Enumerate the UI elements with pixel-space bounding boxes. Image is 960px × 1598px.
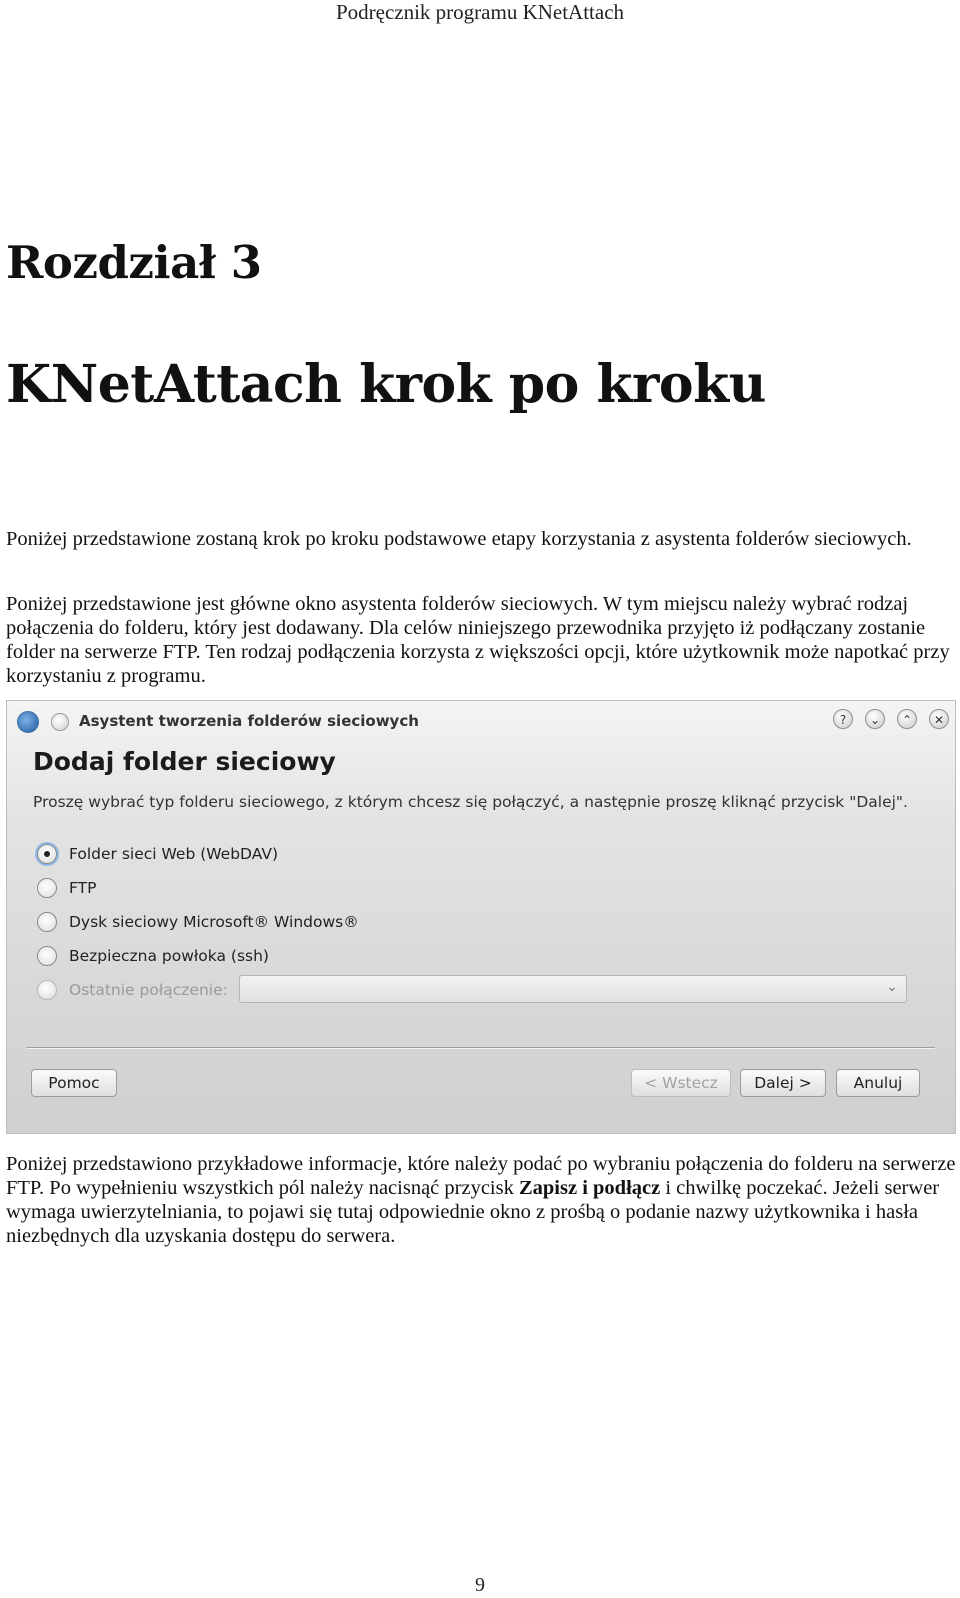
next-button[interactable]: Dalej > <box>740 1069 826 1097</box>
maximize-icon[interactable]: ⌃ <box>897 709 917 729</box>
intro-paragraph-1: Poniżej przedstawione zostaną krok po kroku podstawowe etapy korzystania z asystenta folderów sieciowych. <box>6 528 912 550</box>
option-ftp-label: FTP <box>69 879 97 897</box>
after-paragraph-text-1: Poniżej przedstawiono przykładowe informacje, które należy podać po wybraniu połączenia do folderu na serwerze FTP. Po wypełnieniu wszystkich pól należy nacisnąć przycisk <box>6 1153 956 1199</box>
option-webdav-label: Folder sieci Web (WebDAV) <box>69 845 278 863</box>
cancel-button[interactable]: Anuluj <box>836 1069 920 1097</box>
option-windows-share-label: Dysk sieciowy Microsoft® Windows® <box>69 913 359 931</box>
after-paragraph <box>6 1152 956 1248</box>
recent-connection-select[interactable] <box>239 975 907 1003</box>
radio-webdav[interactable] <box>37 844 57 864</box>
radio-ssh[interactable] <box>37 946 57 966</box>
minimize-icon[interactable]: ⌄ <box>865 709 885 729</box>
pin-icon[interactable] <box>51 713 69 731</box>
dialog-heading: Dodaj folder sieciowy <box>33 747 336 776</box>
radio-recent-connection[interactable] <box>37 980 57 1000</box>
chevron-down-icon: ⌄ <box>886 979 898 995</box>
help-icon[interactable]: ? <box>833 709 853 729</box>
close-icon[interactable]: ✕ <box>929 709 949 729</box>
save-connect-button-name: Zapisz i podłącz <box>518 1177 661 1199</box>
chapter-title: KNetAttach krok po kroku <box>6 354 766 415</box>
window-titlebar[interactable] <box>7 701 955 741</box>
dialog-subtitle: Proszę wybrać typ folderu sieciowego, z którym chcesz się połączyć, a następnie proszę kliknąć przycisk "Dalej". <box>33 793 908 811</box>
window-title: Asystent tworzenia folderów sieciowych <box>79 712 419 730</box>
help-button[interactable]: Pomoc <box>31 1069 117 1097</box>
after-paragraph-text-2: i chwilkę poczekać. Jeżeli serwer wymaga uwierzytelniania, to pojawi się tutaj odpowiednie okno z prośbą o podanie nazwy użytkownika i hasła niezbędnych dla uzyskania dostępu do serwera. <box>6 1177 940 1247</box>
running-header: Podręcznik programu KNetAttach <box>335 0 625 24</box>
page-number: 9 <box>475 1574 485 1596</box>
dialog-separator <box>27 1047 935 1049</box>
option-recent-connection-label: Ostatnie połączenie: <box>69 981 228 999</box>
chapter-label: Rozdział 3 <box>6 236 262 289</box>
radio-ftp[interactable] <box>37 878 57 898</box>
back-button[interactable]: < Wstecz <box>631 1069 731 1097</box>
radio-windows-share[interactable] <box>37 912 57 932</box>
option-ssh-label: Bezpieczna powłoka (ssh) <box>69 947 269 965</box>
intro-paragraph-2: Poniżej przedstawione jest główne okno asystenta folderów sieciowych. W tym miejscu należy wybrać rodzaj połączenia do folderu, który jest dodawany. Dla celów niniejszego przewodnika przyjęto iż podłączany zostanie folder na serwerze FTP. Ten rodzaj podłączenia korzysta z większości opcji, które użytkownik może napotkać przy korzystaniu z programu. <box>6 593 950 687</box>
network-folder-wizard-dialog <box>6 700 956 1134</box>
app-icon <box>17 711 39 733</box>
